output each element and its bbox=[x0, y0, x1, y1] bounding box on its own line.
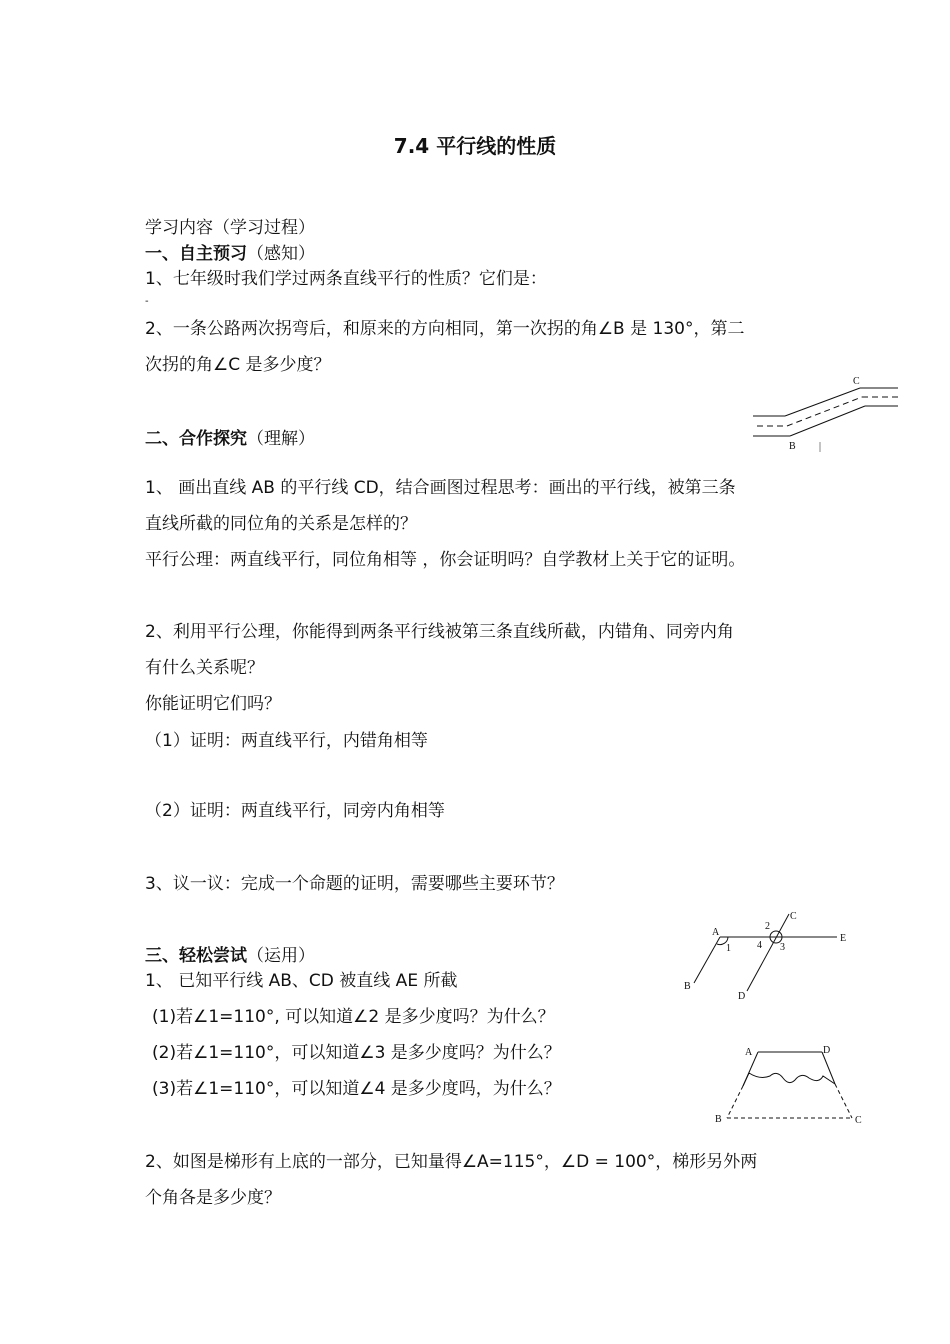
s1-blank-mark: - bbox=[145, 296, 149, 307]
trapezoid-figure bbox=[705, 1040, 870, 1130]
s2-axiom: 平行公理：两直线平行，同位角相等 ，你会证明吗？自学教材上关于它的证明。 bbox=[145, 550, 746, 570]
label-d: D bbox=[738, 991, 746, 1002]
s2-question-3: 3、议一议：完成一个命题的证明，需要哪些主要环节？ bbox=[145, 874, 564, 894]
label-c: C bbox=[790, 911, 797, 922]
s2-question-1-line-2: 直线所截的同位角的关系是怎样的？ bbox=[145, 514, 417, 534]
s2-proof-2: （2）证明：两直线平行，同旁内角相等 bbox=[145, 801, 445, 821]
s2-question-2-line-3: 你能证明它们吗？ bbox=[145, 694, 281, 714]
road-label-c: C bbox=[853, 376, 860, 387]
s3-question-1b: (2)若∠1=110°，可以知道∠3 是多少度吗？为什么？ bbox=[152, 1043, 561, 1063]
angle-label-3: 3 bbox=[780, 942, 785, 953]
trapezoid-break-line bbox=[743, 1073, 835, 1086]
section-2-title: 二、合作探究 bbox=[145, 429, 247, 449]
angle-label-4: 4 bbox=[757, 940, 762, 951]
s3-question-2-line-2: 个角各是多少度？ bbox=[145, 1188, 281, 1208]
road-label-b: B bbox=[789, 441, 796, 452]
trap-label-d: D bbox=[823, 1045, 831, 1056]
road-figure bbox=[745, 372, 905, 454]
section-1-title: 一、自主预习 bbox=[145, 244, 247, 264]
parallel-lines-figure bbox=[680, 906, 855, 1002]
s2-question-1-line-1: 1、 画出直线 AB 的平行线 CD，结合画图过程思考：画出的平行线，被第三条 bbox=[145, 478, 736, 498]
trapezoid-left-dashed bbox=[727, 1086, 743, 1118]
label-e: E bbox=[840, 933, 847, 944]
line-ab bbox=[694, 937, 720, 983]
s3-question-1: 1、 已知平行线 AB、CD 被直线 AE 所截 bbox=[145, 971, 458, 991]
s1-question-1: 1、七年级时我们学过两条直线平行的性质？它们是： bbox=[145, 269, 547, 289]
section-3-title: 三、轻松尝试 bbox=[145, 946, 247, 966]
road-edge-upper-slope bbox=[785, 388, 860, 416]
intro-line: 学习内容（学习过程） bbox=[145, 218, 315, 238]
section-1-tag: （感知） bbox=[247, 244, 315, 264]
trap-label-a: A bbox=[745, 1047, 753, 1058]
page-title: 7.4 平行线的性质 bbox=[393, 134, 557, 158]
s2-proof-1: （1）证明：两直线平行，内错角相等 bbox=[145, 731, 428, 751]
section-2-tag: （理解） bbox=[247, 429, 315, 449]
label-b: B bbox=[684, 981, 691, 992]
angle-label-1: 1 bbox=[726, 943, 731, 954]
trapezoid-right-dashed bbox=[835, 1084, 852, 1118]
label-a: A bbox=[712, 927, 720, 938]
section-2-heading bbox=[145, 428, 315, 450]
s3-question-2-line-1: 2、如图是梯形有上底的一部分，已知量得∠A=115°，∠D = 100°，梯形另外两 bbox=[145, 1152, 758, 1172]
section-1-heading bbox=[145, 243, 315, 265]
s1-question-2-line-2: 次拐的角∠C 是多少度？ bbox=[145, 355, 331, 375]
trap-label-b: B bbox=[715, 1114, 722, 1125]
section-3-tag: （运用） bbox=[247, 946, 315, 966]
s2-question-2-line-1: 2、利用平行公理，你能得到两条平行线被第三条直线所截，内错角、同旁内角 bbox=[145, 622, 734, 642]
s3-question-1c: (3)若∠1=110°，可以知道∠4 是多少度吗，为什么？ bbox=[152, 1079, 561, 1099]
section-3-heading bbox=[145, 945, 315, 967]
s1-question-2-line-1: 2、一条公路两次拐弯后，和原来的方向相同，第一次拐的角∠B 是 130°，第二 bbox=[145, 319, 745, 339]
trap-label-c: C bbox=[855, 1115, 862, 1126]
angle-label-2: 2 bbox=[765, 921, 770, 932]
s2-question-2-line-2: 有什么关系呢？ bbox=[145, 658, 264, 678]
s3-question-1a: (1)若∠1=110°, 可以知道∠2 是多少度吗？为什么？ bbox=[152, 1007, 555, 1027]
